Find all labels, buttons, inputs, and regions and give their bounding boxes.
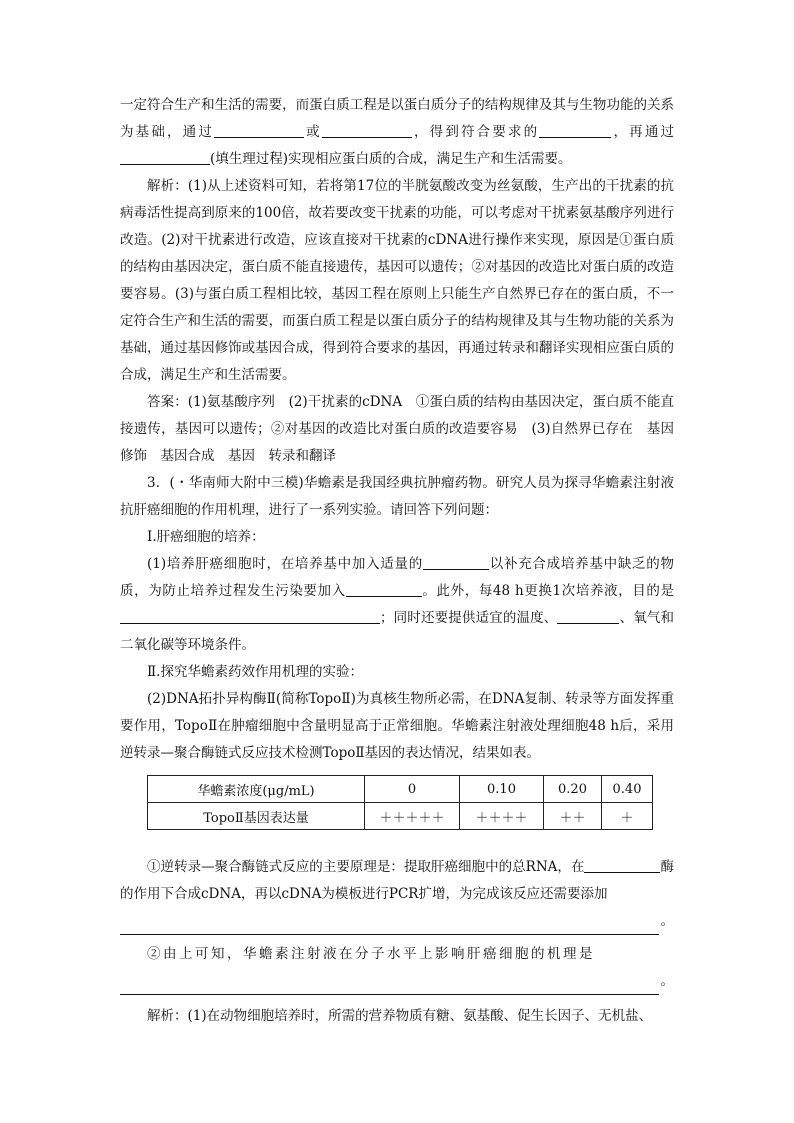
- question-3-part-1: (1)培养肝癌细胞时，在培养基中加入适量的 以补充合成培养基中缺乏的物质，为防止培养过程发生污染要加入 。此外，每48 h更换1次培养液，目的是；同时还要提供适宜的温度、 、氧气和二氧化碳等环境条件。: [120, 556, 675, 653]
- table-cell: 0.10: [460, 776, 544, 803]
- table-cell: 0: [365, 776, 460, 803]
- answer-blank[interactable]: [322, 122, 412, 138]
- answer-blank[interactable]: [120, 608, 380, 624]
- table-cell: 0.20: [544, 776, 602, 803]
- table-cell: ＋＋＋＋: [460, 803, 544, 830]
- question-3-part-2-sub-2: ②由上可知，华蟾素注射液在分子水平上影响肝癌细胞的机理是: [147, 946, 595, 962]
- answer-blank[interactable]: [423, 554, 489, 570]
- table-row: [148, 803, 653, 830]
- table-cell: 0.40: [602, 776, 653, 803]
- answer-blank[interactable]: [120, 916, 659, 935]
- table-cell: ＋＋＋＋＋: [365, 803, 460, 830]
- answer-blank[interactable]: [584, 857, 660, 873]
- answer-blank[interactable]: [557, 608, 619, 624]
- question-3-part-2-sub-1: ①逆转录—聚合酶链式反应的主要原理是：提取肝癌细胞中的总RNA，在 酶的作用下合成cDNA，再以cDNA为模板进行PCR扩增，为完成该反应还需要添加: [120, 859, 674, 902]
- question-2-part-3: 一定符合生产和生活的需要，而蛋白质工程是以蛋白质分子的结构规律及其与生物功能的关系为基础，通过 或 ，得到符合要求的 ，再通过(填生理过程)实现相应蛋白质的合成，满足生产和生活需要。: [120, 97, 675, 167]
- answer-blank[interactable]: [214, 122, 304, 138]
- answer-blank[interactable]: [120, 149, 210, 165]
- question-3-stem: 3．(・华南师大附中三模)华蟾素是我国经典抗肿瘤药物。研究人员为探寻华蟾素注射液抗肝癌细胞的作用机理，进行了一系列实验。请回答下列问题：: [120, 475, 674, 518]
- table-cell: 华蟾素浓度(μg/mL): [148, 776, 365, 803]
- answer-line: 。: [120, 968, 674, 995]
- table-header-row: [148, 776, 653, 803]
- answer-blank[interactable]: [346, 581, 422, 597]
- table-cell: TopoⅡ基因表达量: [148, 803, 365, 830]
- answer-line: 。: [120, 908, 674, 935]
- analysis-paragraph: 解析：(1)在动物细胞培养时，所需的营养物质有糖、氨基酸、促生长因子、无机盐、: [147, 1008, 653, 1024]
- analysis-paragraph: 解析：(1)从上述资料可知，若将第17位的半胱氨酸改变为丝氨酸，生产出的干扰素的抗病毒活性提高到原来的100倍，故若要改变干扰素的功能，可以考虑对干扰素氨基酸序列进行改造。(2)对干扰素进行改造，应该直接对干扰素的cDNA进行操作来实现，原因是①蛋白质的结构由基因决定，蛋白质不能直接遗传，基因可以遗传；②对基因的改造比对蛋白质的改造要容易。(3)与蛋白质工程相比较，基因工程在原则上只能生产自然界已存在的蛋白质，不一定符合生产和生活的需要，而蛋白质工程是以蛋白质分子的结构规律及其与生物功能的关系为基础，通过基因修饰或基因合成，得到符合要求的基因，再通过转录和翻译实现相应蛋白质的合成，满足生产和生活需要。: [120, 178, 674, 383]
- table-cell: ＋＋: [544, 803, 602, 830]
- section-heading-2: Ⅱ.探究华蟾素药效作用机理的实验：: [147, 664, 363, 680]
- topo-expression-table: [147, 775, 653, 830]
- section-heading-1: Ⅰ.肝癌细胞的培养：: [147, 529, 265, 545]
- answer-blank[interactable]: [120, 976, 659, 995]
- table-cell: ＋: [602, 803, 653, 830]
- answer-blank[interactable]: [539, 122, 611, 138]
- question-3-part-2: (2)DNA拓扑异构酶Ⅱ(简称TopoⅡ)为真核生物所必需，在DNA复制、转录等方面发挥重要作用，TopoⅡ在肿瘤细胞中含量明显高于正常细胞。华蟾素注射液处理细胞48 h后，采用逆转录—聚合酶链式反应技术检测TopoⅡ基因的表达情况，结果如表。: [120, 691, 674, 761]
- document-page: [120, 92, 674, 1030]
- answer-paragraph: 答案：(1)氨基酸序列 (2)干扰素的cDNA ①蛋白质的结构由基因决定，蛋白质不能直接遗传，基因可以遗传；②对基因的改造比对蛋白质的改造要容易 (3)自然界已存在 基因修饰 基因合成 基因 转录和翻译: [120, 394, 674, 464]
